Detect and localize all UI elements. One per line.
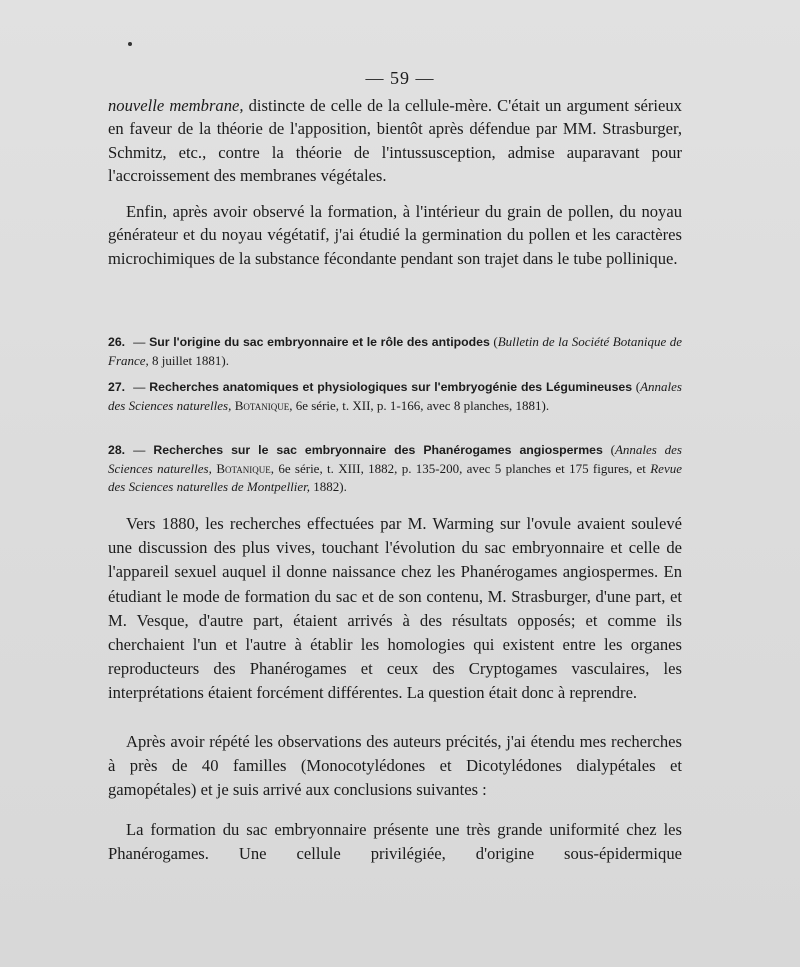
ref-paren: ( [489, 334, 498, 349]
ref-journal: Annales des Sciences naturelles, [108, 442, 682, 476]
ref-details: 6e série, t. XII, p. 1-166, avec 8 planches, 1881). [292, 397, 550, 413]
paragraph-conclusions [108, 818, 682, 866]
paragraph-warming [108, 512, 682, 706]
ref-section: Botanique, [216, 460, 275, 476]
page-number: — 59 — [365, 68, 435, 88]
ref-title: Recherches sur le sac embryonnaire des Phanérogames angiospermes [153, 443, 603, 457]
ref-details: 6e série, t. XIII, 1882, p. 135-200, avec 5 planches et 175 figures, et [274, 460, 651, 476]
paragraph-text: Vers 1880, les recherches effectuées par M. Warming sur l'ovule avaient soulevé une discussion des plus vives, touchant l'évolution du sac embryonnaire et celle de l'appareil sexuel auquel il donne naissance chez les Phanérogames angiospermes. En étudiant le mode de formation du sac et de son contenu, M. Strasburger, d'une part, et M. Vesque, d'autre part, étaient arrivés à des résultats opposés; et comme ils cherchaient l'un et l'autre à établir les homologies qui existent entre les organes reproducteurs des Phanérogames et ceux des Cryptogames vasculaires, les interprétations étaient forcément différentes. La question était donc à reprendre. [108, 514, 682, 703]
ref-section: Botanique, [234, 397, 293, 413]
ref-number: 26. [108, 335, 126, 349]
ref-number: 28. [108, 443, 126, 457]
reference-27 [108, 378, 682, 415]
ink-speck [128, 42, 132, 46]
paragraph-observations [108, 730, 682, 803]
paragraph-text: La formation du sac embryonnaire présente une très grande uniformité chez les Phanérogames. Une cellule privilégiée, d'origine sous-épidermique [108, 820, 682, 864]
ref-journal: Bulletin de la Société Botanique de France, [108, 334, 682, 368]
italic-lead: nouvelle membrane, [108, 96, 244, 115]
paragraph-pollen [108, 200, 682, 270]
ref-number: 27. [108, 380, 126, 394]
paragraph-text: Après avoir répété les observations des auteurs précités, j'ai étendu mes recherches à près de 40 familles (Monocotylédones et Dicotylédones dialypétales et gamopétales) et je suis arrivé aux conclusions suivantes : [108, 732, 682, 800]
ref-dash: — [133, 380, 146, 394]
paragraph-text: Enfin, après avoir observé la formation, à l'intérieur du grain de pollen, du noyau générateur et du noyau végétatif, j'ai étudié la germination du pollen et les caractères microchimiques de la substance fécondante pendant son trajet dans le tube pollinique. [108, 202, 682, 268]
ref-title: Recherches anatomiques et physiologiques sur l'embryogénie des Légumineuses [149, 380, 633, 394]
reference-26 [108, 333, 682, 370]
paragraph-text: distincte de celle de la cellule-mère. C'était un argument sérieux en faveur de la théorie de l'apposition, bientôt après défendue par MM. Strasburger, Schmitz, etc., contre la théorie de l'intussusception, admise auparavant pour l'accroissement des membranes végétales. [108, 96, 682, 186]
ref-paren: ( [602, 442, 615, 457]
ref-dash: — [133, 443, 146, 457]
ref-year: 1882). [310, 479, 347, 494]
ref-paren: ( [632, 379, 641, 394]
ref-dash: — [133, 335, 146, 349]
ref-journal: Annales des Sciences naturelles, [108, 379, 682, 413]
reference-28 [108, 441, 682, 497]
ref-date: 8 juillet 1881). [148, 352, 229, 368]
ref-title: Sur l'origine du sac embryonnaire et le rôle des antipodes [149, 335, 490, 349]
ref-journal-2: Revue des Sciences naturelles de Montpellier, [108, 460, 682, 494]
paragraph-apposition [108, 94, 682, 188]
